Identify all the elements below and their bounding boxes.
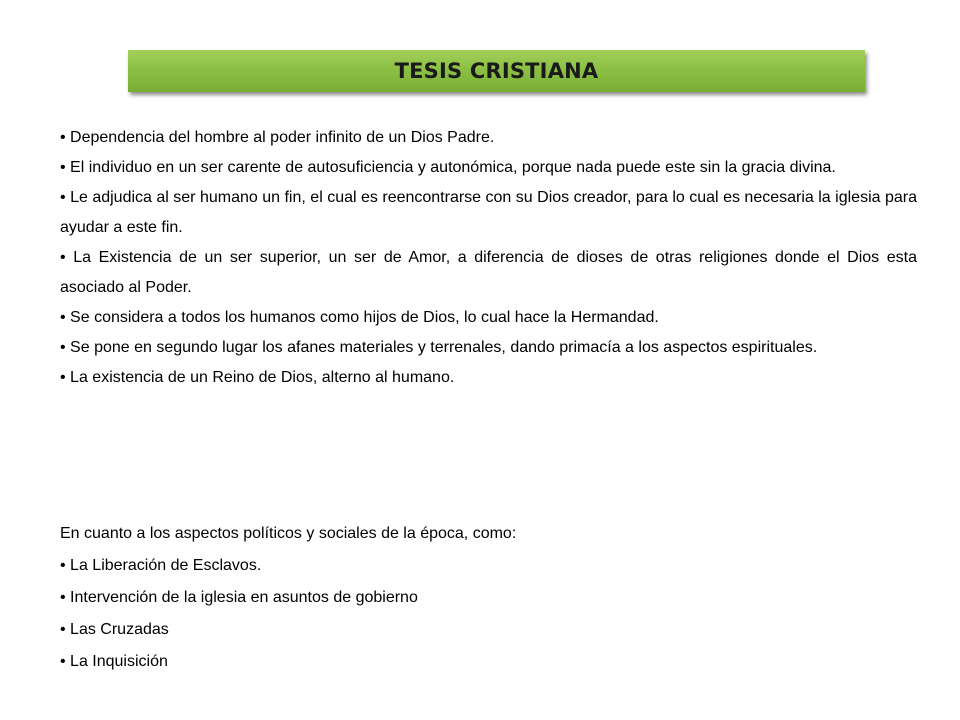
thesis-bullet-list [60, 123, 917, 393]
bullet-item: • Se considera a todos los humanos como hijos de Dios, lo cual hace la Hermandad. [60, 303, 917, 333]
bullet-item: • La existencia de un Reino de Dios, alterno al humano. [60, 363, 917, 393]
aspect-item: • Las Cruzadas [60, 614, 917, 646]
aspects-intro: En cuanto a los aspectos políticos y sociales de la época, como: [60, 525, 517, 542]
aspect-item: • La Inquisición [60, 646, 917, 678]
slide-title: TESIS CRISTIANA [394, 59, 599, 83]
bullet-item: • Se pone en segundo lugar los afanes materiales y terrenales, dando primacía a los aspectos espirituales. [60, 333, 917, 363]
title-banner [128, 50, 865, 92]
bullet-item: • La Existencia de un ser superior, un ser de Amor, a diferencia de dioses de otras religiones donde el Dios esta asociado al Poder. [60, 243, 917, 303]
aspect-item: • Intervención de la iglesia en asuntos de gobierno [60, 582, 917, 614]
political-social-aspects [60, 518, 917, 678]
bullet-item: • El individuo en un ser carente de autosuficiencia y autonómica, porque nada puede este sin la gracia divina. [60, 153, 917, 183]
bullet-item: • Le adjudica al ser humano un fin, el cual es reencontrarse con su Dios creador, para lo cual es necesaria la iglesia para ayudar a este fin. [60, 183, 917, 243]
aspect-item: • La Liberación de Esclavos. [60, 550, 917, 582]
bullet-item: • Dependencia del hombre al poder infinito de un Dios Padre. [60, 123, 917, 153]
